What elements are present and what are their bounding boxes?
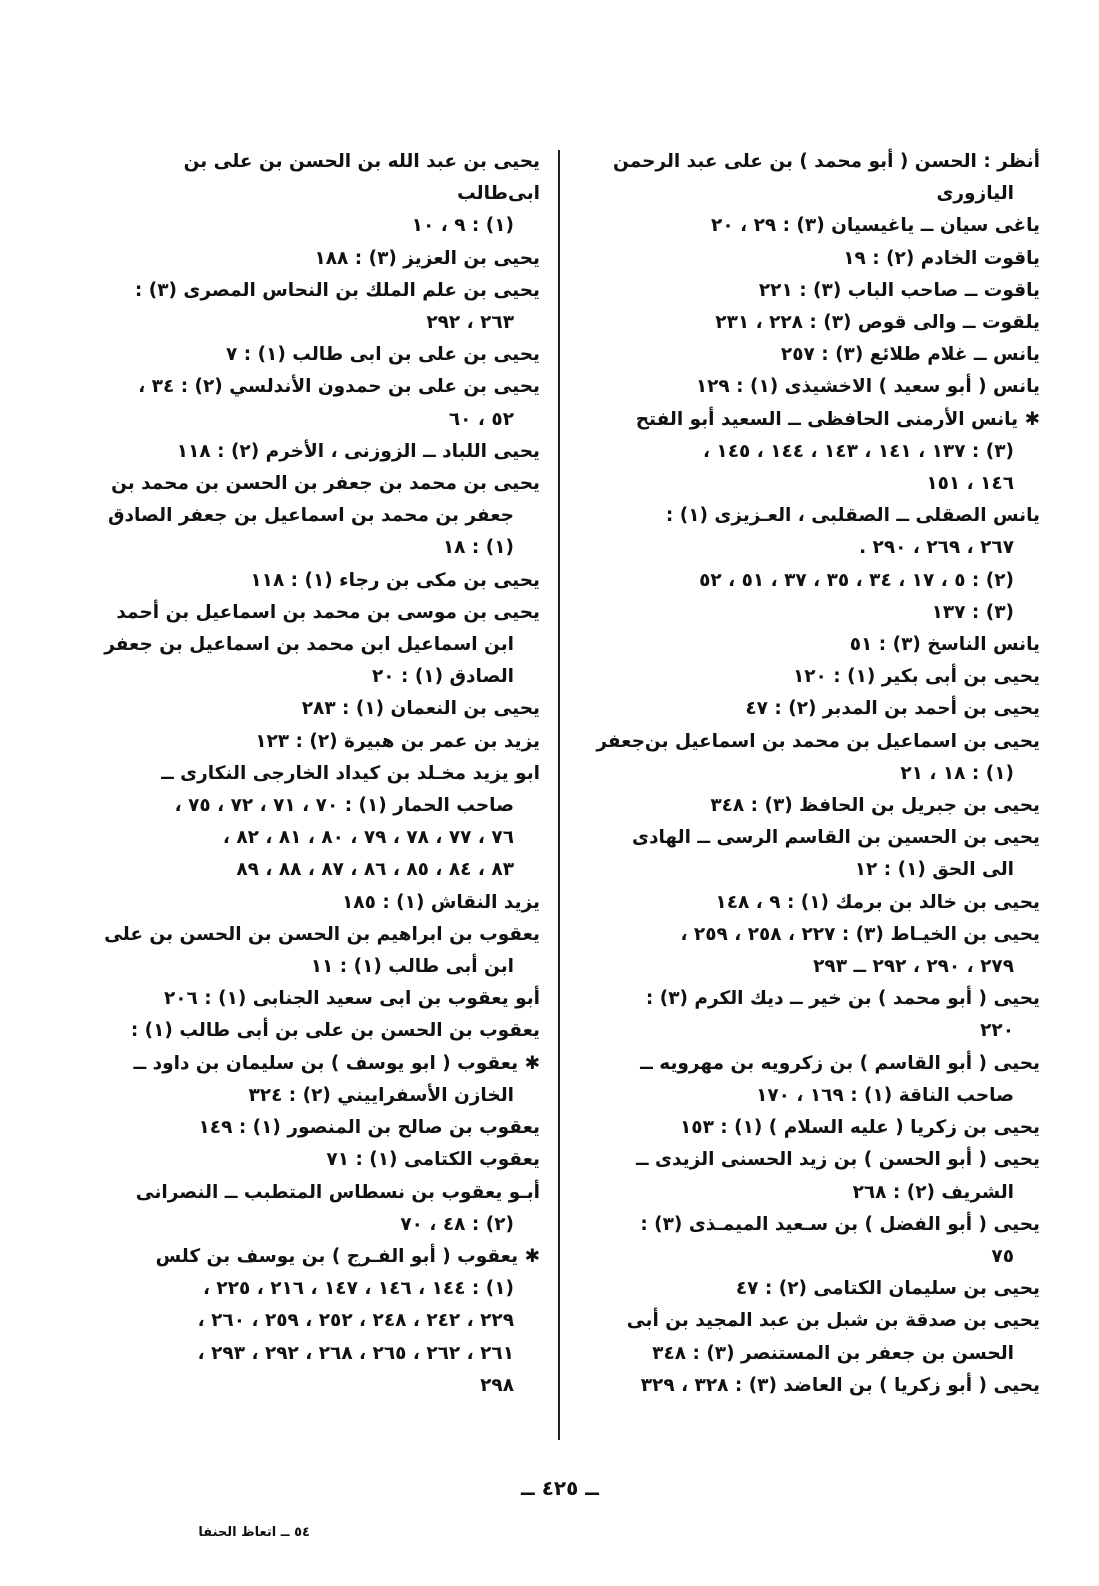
entry-heading-line: أنظر : الحسن ( أبو محمد ) بن على عبد الرحمن (613, 151, 1040, 172)
entry-continuation-line: (١) : ٩ ، ١٠ (411, 215, 514, 237)
index-column-right (582, 146, 1040, 1402)
entry-continuation-line: ٧٥ (991, 1245, 1014, 1267)
entry-heading-line: ياقوت الخادم (٢) : ١٩ (843, 247, 1040, 269)
entry-heading-line: يزيد بن عمر بن هبيرة (٢) : ١٢٣ (255, 730, 540, 752)
entry-heading-line: يعقوب بن الحسن بن على بن أبى طالب (١) : (130, 1020, 540, 1042)
index-entry (582, 210, 1040, 242)
index-entry (100, 919, 540, 983)
index-entry (100, 693, 540, 725)
index-entry (582, 307, 1040, 339)
entry-heading-line: يحيى ( أبو الفضل ) بن سـعيد الميمـذى (٣) : (640, 1213, 1040, 1235)
entry-continuation-line: (٢) : ٥ ، ١٧ ، ٣٤ ، ٣٥ ، ٣٧ ، ٥١ ، ٥٢ (699, 569, 1014, 591)
index-entry (582, 243, 1040, 275)
entry-heading-line: يحيى بن أحمد بن المدبر (٢) : ٤٧ (745, 698, 1040, 720)
index-entry (582, 404, 1040, 501)
entry-continuation-line: ٢٦٧ ، ٢٦٩ ، ٢٩٠ . (859, 537, 1014, 559)
entry-continuation-line: ابن اسماعيل ابن محمد بن اسماعيل بن جعفر (104, 634, 514, 656)
entry-heading-line: يحيى بن محمد بن جعفر بن الحسن بن محمد بن (111, 473, 540, 495)
entry-continuation-line: (٣) : ١٣٧ (931, 601, 1014, 623)
index-entry (582, 1209, 1040, 1273)
index-entry (100, 887, 540, 919)
entry-continuation-line: ٢٦٣ ، ٢٩٢ (426, 312, 514, 334)
entry-heading-line: يحيى بن على بن حمدون الأندلسي (٢) : ٣٤ ، (138, 376, 540, 398)
entry-heading-line: يحيى بن سليمان الكتامى (٢) : ٤٧ (735, 1278, 1040, 1300)
entry-heading-line: يحيى ( أبو القاسم ) بن زكرويه بن مهرويه ــ (640, 1052, 1040, 1074)
entry-heading-line: يانس الناسخ (٣) : ٥١ (849, 634, 1040, 656)
entry-continuation-line: ٧٦ ، ٧٧ ، ٧٨ ، ٧٩ ، ٨٠ ، ٨١ ، ٨٢ ، (222, 827, 514, 849)
entry-heading-line: ياقوت ــ صاحب الباب (٣) : ٢٢١ (758, 279, 1040, 301)
index-entry (582, 983, 1040, 1047)
index-entry (582, 146, 1040, 210)
entry-continuation-line: ١٤٦ ، ١٥١ (926, 473, 1014, 495)
entry-heading-line: يحيى بن العزيز (٣) : ١٨٨ (314, 247, 540, 269)
entry-heading-line: يحيى بن زكريا ( عليه السلام ) (١) : ١٥٣ (679, 1117, 1040, 1139)
index-entry (100, 371, 540, 435)
index-entry (100, 1241, 540, 1402)
entry-heading-line: يحيى ( أبو محمد ) بن خير ــ ديك الكرم (٣) : (645, 988, 1040, 1010)
page-number: ــ ٤٢٥ ــ (521, 1476, 599, 1500)
entry-heading-line: يحيى بن الخيـاط (٣) : ٢٢٧ ، ٢٥٨ ، ٢٥٩ ، (680, 923, 1040, 945)
entry-heading-line: أبـو يعقوب بن نسطاس المتطبب ــ النصرانى (135, 1181, 540, 1203)
entry-heading-line: يحيى اللباد ــ الزوزنى ، الأخرم (٢) : ١١٨ (176, 440, 540, 462)
entry-heading-line: أبو يعقوب بن ابى سعيد الجنابى (١) : ٢٠٦ (163, 988, 540, 1010)
entry-heading-line: يعقوب بن ابراهيم بن الحسن بن الحسن بن على (104, 923, 540, 945)
index-entry (100, 339, 540, 371)
entry-heading-line: يحيى بن صدقة بن شبل بن عبد المجيد بن أبى (626, 1310, 1040, 1332)
entry-continuation-line: (١) : ١٨ ، ٢١ (900, 762, 1014, 784)
index-entry (100, 597, 540, 694)
index-entry (100, 436, 540, 468)
entry-heading-line: يلقوت ــ والى قوص (٣) : ٢٢٨ ، ٢٣١ (715, 312, 1040, 334)
entry-continuation-line: الخازن الأسفراييني (٢) : ٣٢٤ (248, 1084, 514, 1106)
index-entry (582, 500, 1040, 629)
entry-heading-line: يحيى بن عبد الله بن الحسن بن على بن ابى‌طالب (183, 151, 540, 205)
index-column-left (100, 146, 540, 1402)
entry-heading-line: يحيى بن اسماعيل بن محمد بن اسماعيل بن‌جعفر (596, 730, 1040, 752)
entry-heading-line: يحيى بن موسى بن محمد بن اسماعيل بن أحمد (116, 601, 540, 623)
entry-heading-line: يحيى بن مكى بن رجاء (١) : ١١٨ (250, 569, 540, 591)
entry-heading-line: يانس ــ غلام طلائع (٣) : ٢٥٧ (780, 344, 1040, 366)
entry-heading-line: يعقوب الكتامى (١) : ٧١ (326, 1149, 540, 1171)
entry-heading-line: ✱ يانس الأرمنى الحافظى ــ السعيد أبو الفتح (635, 408, 1040, 430)
index-entry (582, 887, 1040, 919)
index-entry (100, 1015, 540, 1047)
index-entry (100, 146, 540, 243)
entry-continuation-line: ٢٦١ ، ٢٦٢ ، ٢٦٥ ، ٢٦٨ ، ٢٩٢ ، ٢٩٣ ، (197, 1342, 514, 1364)
index-entry (100, 243, 540, 275)
index-entry (582, 1144, 1040, 1208)
entry-continuation-line: صاحب الناقة (١) : ١٦٩ ، ١٧٠ (756, 1084, 1014, 1106)
index-entry (100, 1048, 540, 1112)
index-entry (582, 629, 1040, 661)
entry-continuation-line: (١) : ١٨ (442, 537, 514, 559)
index-entry (582, 1305, 1040, 1369)
entry-continuation-line: ٨٣ ، ٨٤ ، ٨٥ ، ٨٦ ، ٨٧ ، ٨٨ ، ٨٩ (236, 859, 514, 881)
index-entry (100, 275, 540, 339)
entry-heading-line: يحيى ( أبو زكريا ) بن العاضد (٣) : ٣٢٨ ، ٣٢٩ (640, 1374, 1040, 1396)
entry-heading-line: يانس ( أبو سعيد ) الاخشيذى (١) : ١٢٩ (695, 376, 1040, 398)
entry-heading-line: يحيى ( أبو الحسن ) بن زيد الحسنى الزيدى ــ (635, 1149, 1040, 1171)
index-entry (100, 565, 540, 597)
entry-continuation-line: (١) : ١٤٤ ، ١٤٦ ، ١٤٧ ، ٢١٦ ، ٢٢٥ ، (202, 1278, 514, 1300)
entry-continuation-line: الحسن بن جعفر بن المستنصر (٣) : ٣٤٨ (652, 1342, 1014, 1364)
index-entry (100, 1144, 540, 1176)
entry-continuation-line: (٢) : ٤٨ ، ٧٠ (400, 1213, 514, 1235)
index-entry (582, 1370, 1040, 1402)
entry-continuation-line: ٥٢ ، ٦٠ (448, 408, 514, 430)
index-entry (582, 726, 1040, 790)
index-entry (100, 983, 540, 1015)
index-entry (582, 1273, 1040, 1305)
index-entry (582, 1112, 1040, 1144)
entry-heading-line: يحيى بن علم الملك بن النحاس المصرى (٣) : (134, 279, 540, 301)
entry-heading-line: يزيد النقاش (١) : ١٨٥ (342, 891, 540, 913)
entry-heading-line: يحيى بن على بن ابى طالب (١) : ٧ (226, 344, 540, 366)
entry-heading-line: يحيى بن خالد بن برمك (١) : ٩ ، ١٤٨ (715, 891, 1040, 913)
index-entry (100, 1177, 540, 1241)
index-entry (582, 661, 1040, 693)
entry-continuation-line: صاحب الحمار (١) : ٧٠ ، ٧١ ، ٧٢ ، ٧٥ ، (174, 795, 514, 817)
entry-heading-line: يانس الصقلى ــ الصقلبى ، العـزيزى (١) : (665, 505, 1040, 527)
entry-continuation-line: ٢٢٩ ، ٢٤٢ ، ٢٤٨ ، ٢٥٢ ، ٢٥٩ ، ٢٦٠ ، (197, 1310, 514, 1332)
entry-continuation-line: اليازورى (936, 183, 1014, 205)
index-entry (582, 822, 1040, 886)
entry-heading-line: يحيى بن أبى بكير (١) : ١٢٠ (792, 666, 1040, 688)
entry-continuation-line: ٢٩٨ (480, 1374, 514, 1396)
entry-continuation-line: ابن أبى طالب (١) : ١١ (310, 956, 514, 978)
entry-continuation-line: (٣) : ١٣٧ ، ١٤١ ، ١٤٣ ، ١٤٤ ، ١٤٥ ، (702, 440, 1014, 462)
entry-heading-line: ✱ يعقوب ( ابو يوسف ) بن سليمان بن داود ــ (133, 1052, 540, 1074)
entry-continuation-line: الصادق (١) : ٢٠ (371, 666, 514, 688)
index-entry (100, 468, 540, 565)
entry-heading-line: يحيى بن النعمان (١) : ٢٨٣ (301, 698, 540, 720)
index-entry (582, 339, 1040, 371)
entry-heading-line: يعقوب بن صالح بن المنصور (١) : ١٤٩ (198, 1117, 540, 1139)
entry-continuation-line: الشريف (٢) : ٢٦٨ (852, 1181, 1014, 1203)
index-entry (582, 1048, 1040, 1112)
column-divider (558, 150, 560, 1440)
footer-signature: ٥٤ ــ اتعاظ الحنفا (198, 1525, 310, 1540)
index-entry (582, 371, 1040, 403)
entry-heading-line: يحيى بن الحسين بن القاسم الرسى ــ الهادى (632, 827, 1040, 849)
entry-heading-line: ابو يزيد مخـلد بن كيداد الخارجى النكارى ــ (161, 762, 540, 784)
entry-continuation-line: جعفر بن محمد بن اسماعيل بن جعفر الصادق (107, 505, 514, 527)
entry-heading-line: ياغى سيان ــ ياغيسيان (٣) : ٢٩ ، ٢٠ (711, 215, 1040, 237)
index-entry (582, 275, 1040, 307)
entry-heading-line: ✱ يعقوب ( أبو الفـرج ) بن يوسف بن كلس (155, 1245, 540, 1267)
entry-continuation-line: الى الحق (١) : ١٢ (854, 859, 1014, 881)
entry-heading-line: يحيى بن جبريل بن الحافظ (٣) : ٣٤٨ (710, 795, 1040, 817)
entry-continuation-line: ٢٢٠ (980, 1020, 1014, 1042)
index-entry (582, 693, 1040, 725)
index-entry (100, 726, 540, 758)
index-entry (582, 790, 1040, 822)
index-entry (100, 758, 540, 887)
entry-continuation-line: ٢٧٩ ، ٢٩٠ ، ٢٩٢ ــ ٢٩٣ (813, 956, 1014, 978)
index-entry (100, 1112, 540, 1144)
index-entry (582, 919, 1040, 983)
